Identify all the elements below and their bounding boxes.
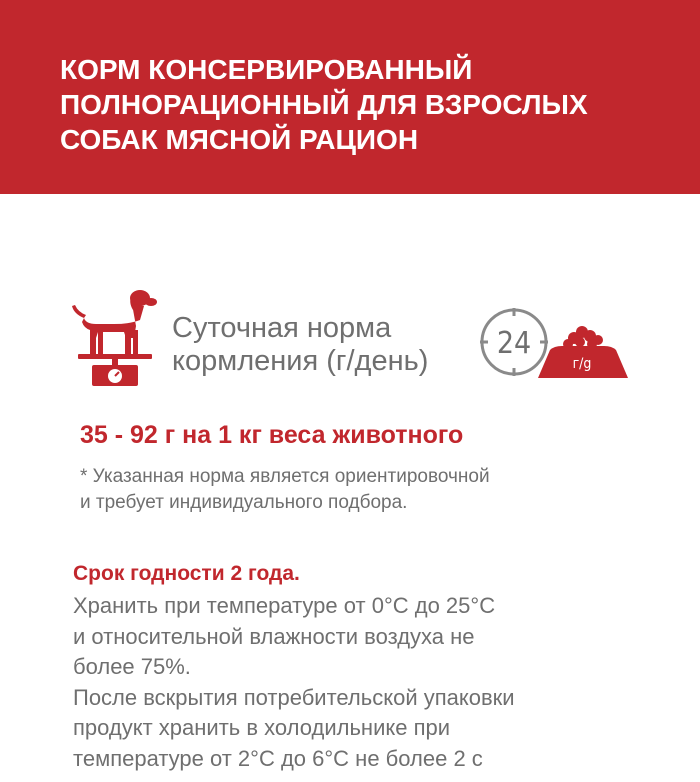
storage-line: продукт хранить в холодильнике при (73, 715, 451, 740)
storage-instructions (73, 591, 515, 774)
daily-norm-label-line: кормления (г/день) (172, 345, 429, 377)
title-line: СОБАК МЯСНОЙ РАЦИОН (60, 124, 419, 155)
daily-norm-label-line: Суточная норма (172, 312, 392, 344)
title-line: ПОЛНОРАЦИОННЫЙ ДЛЯ ВЗРОСЛЫХ (60, 89, 588, 120)
timer-text: 24 (496, 326, 532, 361)
dosage-note (80, 464, 490, 516)
title-line: КОРМ КОНСЕРВИРОВАННЫЙ (60, 54, 473, 85)
food-bowl-icon (532, 322, 632, 382)
dosage-text: 35 - 92 г на 1 кг веса животного (80, 421, 464, 449)
bowl-text: г/g (572, 356, 592, 372)
dosage-note-line: и требует индивидуального подбора. (80, 492, 408, 513)
page-title (60, 52, 680, 157)
storage-line: После вскрытия потребительской упаковки (73, 684, 515, 710)
dosage-note-line: * Указанная норма является ориентировочной (80, 466, 490, 487)
title-banner (0, 0, 700, 194)
dog-on-scale-icon (70, 288, 160, 388)
storage-line: и относительной влажности воздуха не (73, 623, 475, 649)
storage-line: температуре от 2°C до 6°C не более 2 с (73, 745, 483, 771)
daily-norm-label (172, 312, 428, 378)
storage-line: Хранить при температуре от 0°C до 25°C (73, 593, 496, 618)
blur-watermark (552, 742, 672, 782)
shelf-life-heading: Срок годности 2 года. (73, 562, 300, 585)
storage-line: более 75%. (73, 654, 191, 679)
